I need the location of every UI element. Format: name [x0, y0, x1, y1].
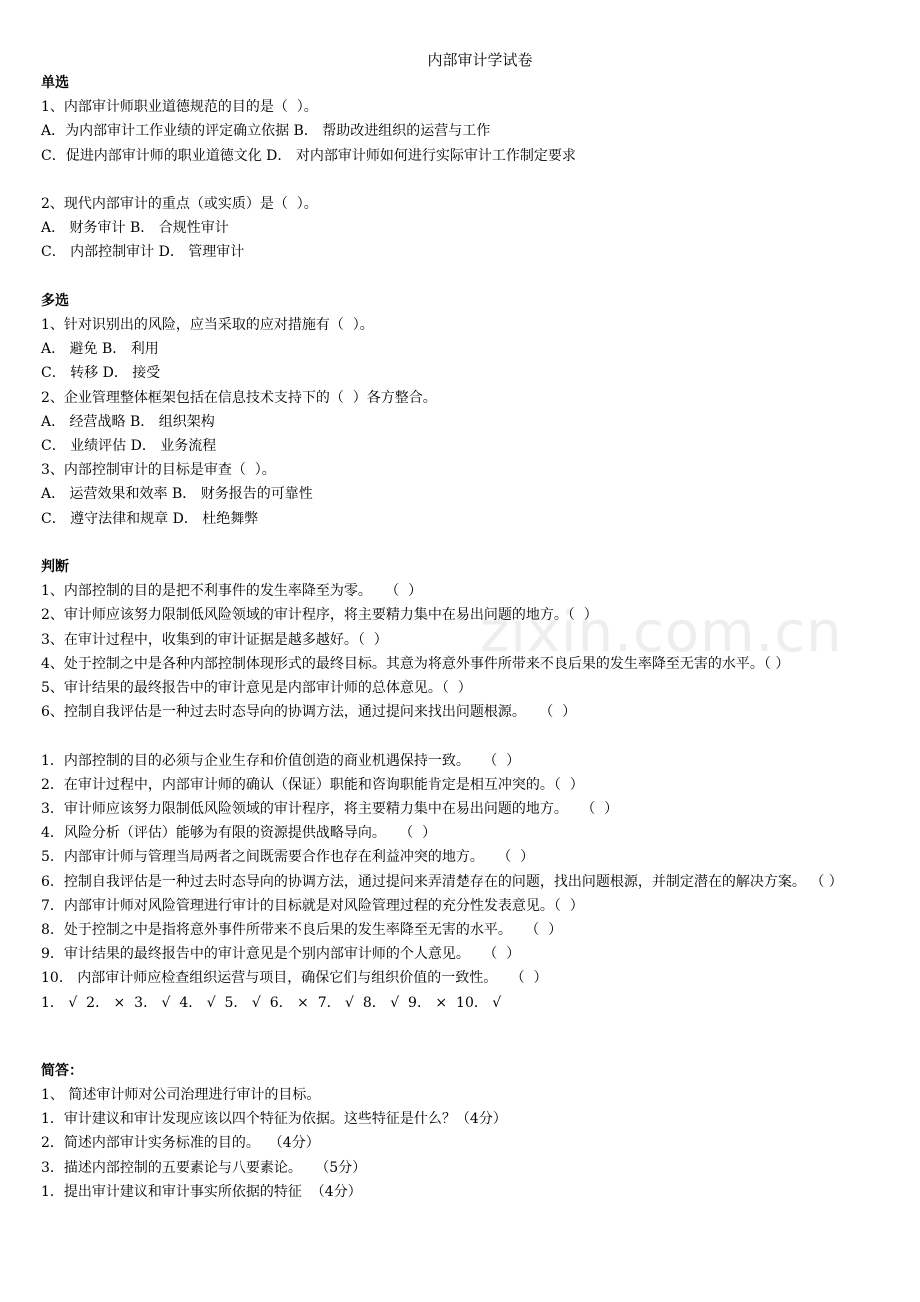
question-line: 1、针对识别出的风险，应当采取的应对措施有（ ）。 [41, 317, 374, 333]
option-line: C． 遵守法律和规章 D． 杜绝舞弊 [41, 510, 259, 527]
short-answer-item: 1．提出审计建议和审计事实所依据的特征 （4分） [41, 1183, 362, 1200]
section-heading-multi-choice: 多选 [41, 292, 69, 309]
spacer [41, 724, 881, 748]
spacer [41, 265, 881, 289]
judgment-item: 9．审计结果的最终报告中的审计意见是个别内部审计师的个人意见。 （ ） [41, 946, 521, 963]
option-line: A． 经营战略 B． 组织架构 [41, 413, 215, 430]
judgment-item: 2．在审计过程中，内部审计师的确认（保证）职能和咨询职能肯定是相互冲突的。（ ） [41, 776, 584, 793]
judgment-item: 4、处于控制之中是各种内部控制体现形式的最终目标。其意为将意外事件所带来不良后果的发生率降至无害的水平。（ ） [41, 655, 790, 672]
short-answer-item: 1．审计建议和审计发现应该以四个特征为依据。这些特征是什么？（4分） [41, 1111, 507, 1128]
short-answer-item: 2．简述内部审计实务标准的目的。 （4分） [41, 1135, 320, 1152]
judgment-item: 4．风险分析（评估）能够为有限的资源提供战略导向。 （ ） [41, 825, 437, 842]
judgment-item: 3、在审计过程中，收集到的审计证据是越多越好。（ ） [41, 631, 388, 648]
short-answer-item: 1、 简述审计师对公司治理进行审计的目标。 [41, 1087, 321, 1104]
section-heading-short-answer: 简答： [41, 1062, 83, 1079]
judgment-item: 7．内部审计师对风险管理进行审计的目标就是对风险管理过程的充分性发表意见。（ ） [41, 897, 584, 914]
option-line: C．促进内部审计师的职业道德文化 D． 对内部审计师如何进行实际审计工作制定要求 [41, 147, 576, 164]
short-answer-item: 3．描述内部控制的五要素论与八要素论。 （5分） [41, 1159, 367, 1176]
option-line: A． 运营效果和效率 B． 财务报告的可靠性 [41, 486, 313, 503]
watermark: zixin.com.cn [480, 600, 843, 665]
question-line: 1、内部审计师职业道德规范的目的是（ ）。 [41, 99, 318, 116]
option-line: A．为内部审计工作业绩的评定确立依据 B． 帮助改进组织的运营与工作 [41, 123, 491, 140]
judgment-item: 2、审计师应该努力限制低风险领域的审计程序，将主要精力集中在易出问题的地方。（ ） [41, 607, 598, 624]
question-line: 3、内部控制审计的目标是审查（ ）。 [41, 462, 276, 479]
question-line: 2、企业管理整体框架包括在信息技术支持下的（ ）各方整合。 [41, 389, 437, 406]
judgment-item: 5．内部审计师与管理当局两者之间既需要合作也存在利益冲突的地方。 （ ） [41, 849, 535, 866]
option-line: C． 业绩评估 D． 业务流程 [41, 438, 217, 455]
option-line: A． 避免 B． 利用 [41, 341, 159, 358]
judgment-item: 5、审计结果的最终报告中的审计意见是内部审计师的总体意见。（ ） [41, 680, 472, 697]
judgment-item: 1、内部控制的目的是把不利事件的发生率降至为零。 （ ） [41, 583, 423, 600]
question-line: 2、现代内部审计的重点（或实质）是（ ）。 [41, 196, 318, 212]
document-page [41, 49, 881, 1204]
option-line: A． 财务审计 B． 合规性审计 [41, 220, 229, 237]
judgment-item: 10． 内部审计师应检查组织运营与项目，确保它们与组织价值的一致性。 （ ） [41, 970, 548, 987]
spacer [41, 1015, 881, 1059]
spacer [41, 531, 881, 555]
judgment-item: 6、控制自我评估是一种过去时态导向的协调方法，通过提问来找出问题根源。 （ ） [41, 704, 577, 721]
judgment-item: 6．控制自我评估是一种过去时态导向的协调方法，通过提问来弄清楚存在的问题，找出问题根源，并制定潜在的解决方案。 （ ） [41, 873, 843, 890]
section-heading-single-choice: 单选 [41, 75, 69, 91]
option-line: C． 内部控制审计 D． 管理审计 [41, 244, 245, 261]
judgment-item: 1．内部控制的目的必须与企业生存和价值创造的商业机遇保持一致。 （ ） [41, 752, 521, 769]
judgment-item: 8．处于控制之中是指将意外事件所带来不良后果的发生率降至无害的水平。 （ ） [41, 922, 563, 939]
section-heading-judgment: 判断 [41, 559, 69, 576]
answer-key: 1． √ 2． × 3． √ 4． √ 5． √ 6． × 7． √ 8． √ 9． × 10． √ [41, 994, 502, 1011]
spacer [41, 168, 881, 192]
judgment-item: 3．审计师应该努力限制低风险领域的审计程序，将主要精力集中在易出问题的地方。 （ ） [41, 801, 619, 818]
document-title: 内部审计学试卷 [427, 51, 533, 69]
option-line: C． 转移 D． 接受 [41, 365, 161, 382]
